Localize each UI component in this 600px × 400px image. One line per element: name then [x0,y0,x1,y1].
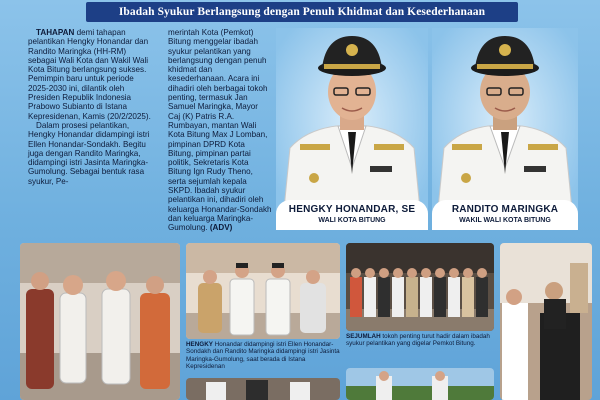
article-text-3: merintah Kota (Pemkot) Bitung menggelar ibadah syukur pelantikan yang berlangsung dengan penuh khidmat dan kesederhanaan. Acara ini dihadiri oleh berbagai tokoh penting, termasuk Jan Samuel Maringka, Mayor Caj (K) Patris R.A. Rumbayan, mantan Wali Kota Bitung Max J Lomban, pimpinan DPRD Kota Bitung, pimpinan partai politik, Sekretaris Kota Bitung Ign Rudy Theno, serta sejumlah kepala SKPD. Ibadah syukur pelantikan ini, dihadiri oleh keluarga Honandar-Sondakh dan keluarga Maringka-Gumolung. [168,28,272,233]
photo-couples-palace [186,243,340,339]
headline-banner: Ibadah Syukur Berlangsung dengan Penuh Khidmat dan Kesederhanaan [86,2,518,22]
article-lead-word: TAHAPAN [36,28,75,37]
adv-tag: (ADV) [209,223,233,233]
photo-caption-1 [186,341,340,371]
article-paragraph-1 [28,28,156,121]
mayor-nameplate [276,200,428,230]
article-text-1: demi tahapan pelantikan Hengky Honandar dan Randito Maringka (HH-RM) sebagai Wali Kota dan Wakil Wali Kota Bitung berlangsung sukses. Pemimpin baru untuk periode 2025-2030 ini, dilantik oleh Presiden Republik Indonesia Prabowo Subianto di Istana Kepresidenan, Kamis (20/2/2025). [28,28,151,121]
caption-1-lead: HENGKY [186,341,213,348]
caption-1-text: Honandar didampingi istri Ellen Honandar-Sondakh dan Randito Maringka didampingi istri Jasinta Maringka-Gumolung, saat berada di Istana Kepresidenan [186,341,340,371]
caption-2-text: tokoh penting turut hadir dalam ibadah syukur pelantikan yang digelar Pemkot Bitung. [346,333,490,348]
photo-prayer-ceremony [20,243,180,400]
photo-guests-group [346,243,494,331]
portrait-vice-mayor [432,28,578,230]
article-column-1 [28,28,156,186]
portrait-mayor [276,28,428,230]
vice-mayor-role: WAKIL WALI KOTA BITUNG [459,217,551,224]
photo-caption-2 [346,333,496,348]
photo-outdoor-strip [346,368,494,400]
mayor-role: WALI KOTA BITUNG [318,217,386,224]
mayor-name: HENGKY HONANDAR, SE [288,204,416,215]
photo-speaker-podium [500,243,592,400]
vice-mayor-nameplate [432,200,578,230]
article-column-2 [168,28,272,233]
article-paragraph-3 [168,28,272,233]
photo-strip-bottom [186,378,340,400]
vice-mayor-name: RANDITO MARINGKA [451,204,559,215]
article-paragraph-2: Dalam prosesi pelantikan, Hengky Honandar didampingi istri Ellen Honandar-Sondakh. Begitu juga dengan Randito Maringka, didampingi istri Jasinta Maringka-Gumolung. Sebagai bentuk rasa syukur, Pe- [28,120,150,186]
caption-2-lead: SEJUMLAH [346,333,381,340]
